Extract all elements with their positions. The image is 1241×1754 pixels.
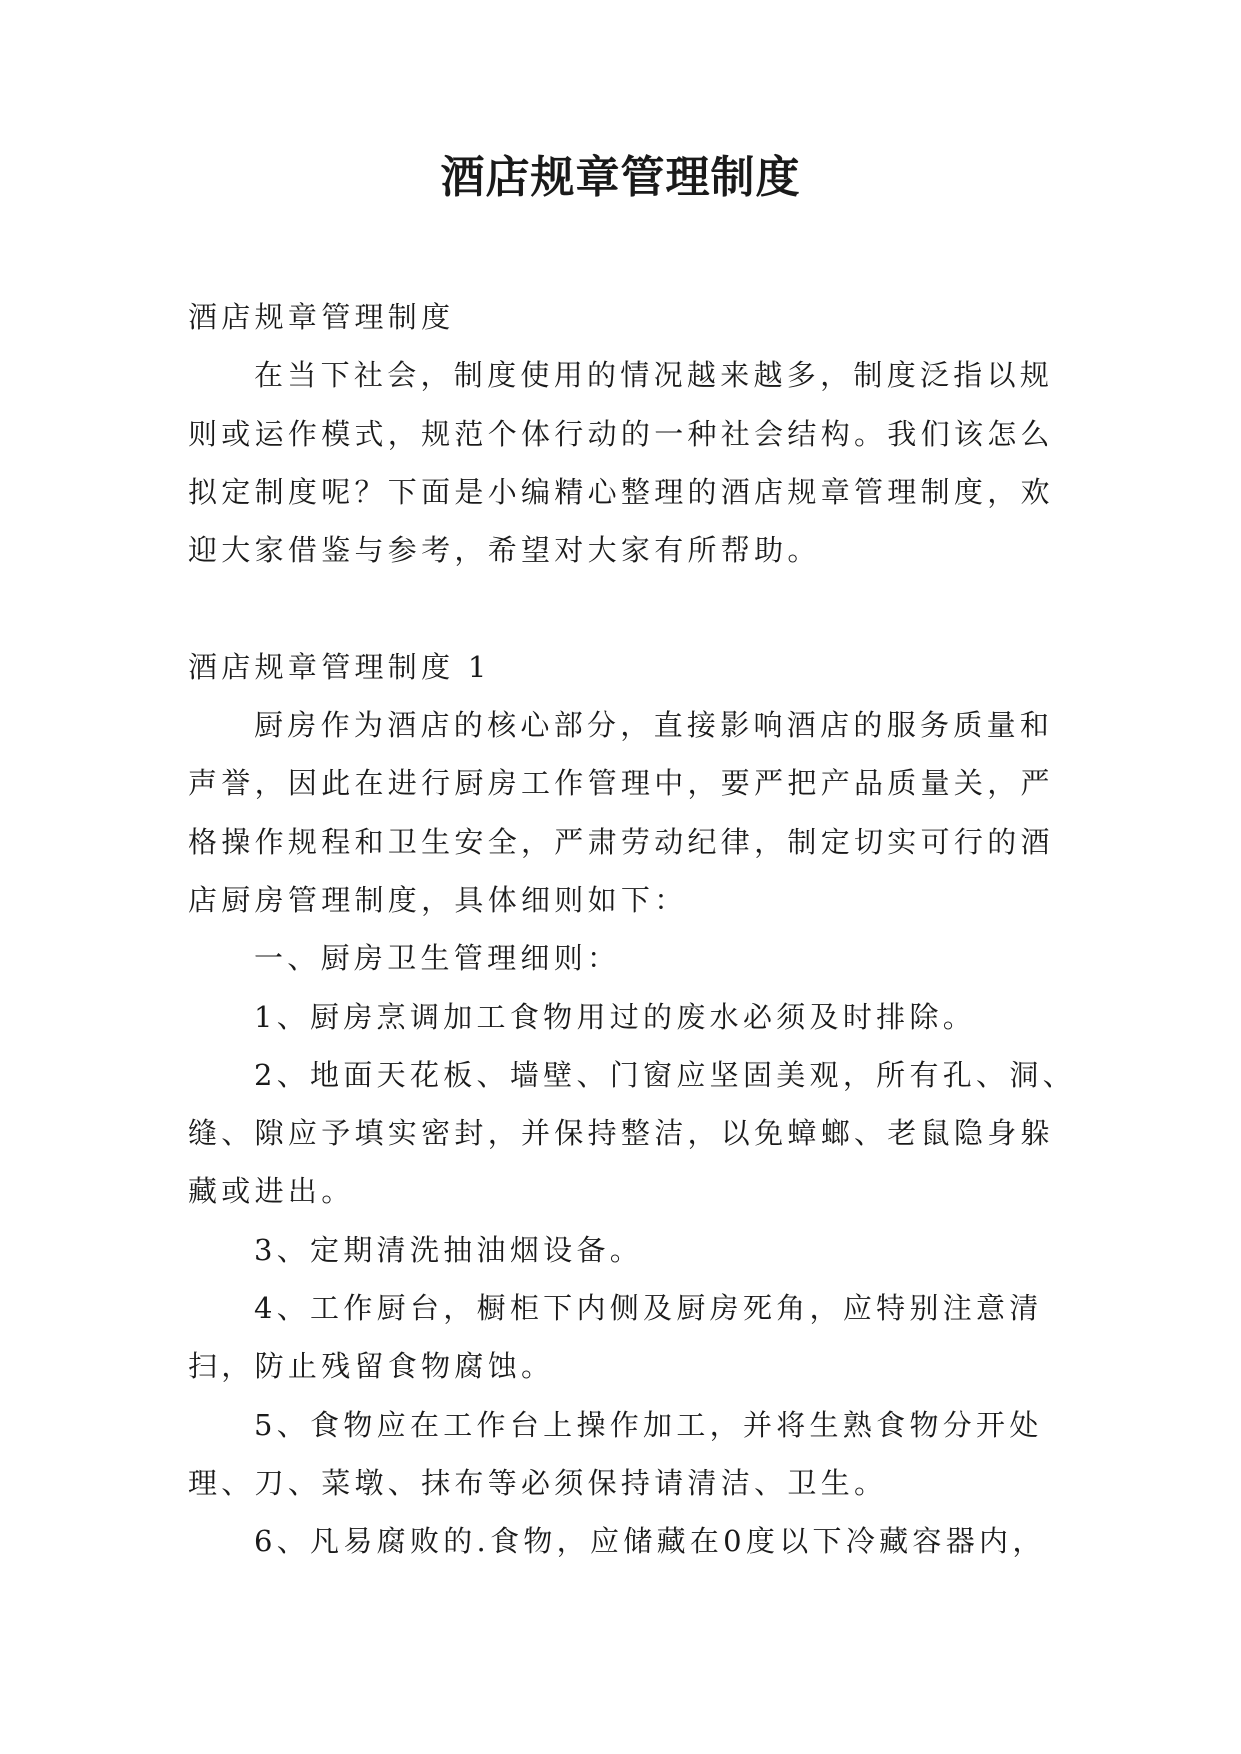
subheading-line: 一、厨房卫生管理细则：	[254, 941, 621, 976]
intro-heading	[188, 288, 1055, 346]
intro-paragraph	[188, 346, 1055, 579]
rule-line: 藏或进出。	[188, 1174, 355, 1209]
section-heading	[188, 638, 1055, 696]
rule-line: 2、地面天花板、墙壁、门窗应坚固美观，所有孔、洞、	[254, 1057, 1076, 1092]
paragraph-line: 格操作规程和卫生安全，严肃劳动纪律，制定切实可行的酒	[188, 824, 1054, 859]
section-paragraph	[188, 696, 1055, 929]
heading-line: 酒店规章管理制度 1	[188, 649, 491, 684]
rule-item-5	[188, 1396, 1055, 1513]
subsection-heading	[188, 929, 1055, 987]
paragraph-line: 则或运作模式，规范个体行动的一种社会结构。我们该怎么	[188, 416, 1054, 451]
rule-line: 缝、隙应予填实密封，并保持整洁，以免蟑螂、老鼠隐身躲	[188, 1116, 1054, 1151]
rule-line: 6、凡易腐败的.食物，应储藏在0度以下冷藏容器内，	[254, 1524, 1046, 1559]
rule-line: 5、食物应在工作台上操作加工，并将生熟食物分开处	[254, 1407, 1043, 1442]
rule-item-6	[188, 1512, 1055, 1570]
document-title: 酒店规章管理制度	[440, 152, 801, 203]
document-body	[188, 288, 1076, 1571]
paragraph-line: 店厨房管理制度，具体细则如下：	[188, 882, 688, 917]
rule-item-2	[188, 1046, 1076, 1221]
paragraph-line: 厨房作为酒店的核心部分，直接影响酒店的服务质量和	[254, 708, 1054, 743]
heading-line: 酒店规章管理制度	[188, 300, 455, 334]
rule-line: 1、厨房烹调加工食物用过的废水必须及时排除。	[254, 999, 977, 1034]
rule-line: 扫，防止残留食物腐蚀。	[188, 1349, 555, 1384]
rule-item-3	[188, 1221, 1055, 1279]
rule-item-1	[188, 988, 1055, 1046]
paragraph-line: 在当下社会，制度使用的情况越来越多，制度泛指以规	[254, 358, 1054, 393]
rule-line: 3、定期清洗抽油烟设备。	[254, 1232, 644, 1267]
rule-line: 理、刀、菜墩、抹布等必须保持请清洁、卫生。	[188, 1465, 888, 1500]
paragraph-line: 声誉，因此在进行厨房工作管理中，要严把产品质量关，严	[188, 766, 1054, 801]
rule-item-4	[188, 1279, 1055, 1396]
paragraph-line: 拟定制度呢？下面是小编精心整理的酒店规章管理制度，欢	[188, 474, 1054, 509]
rule-line: 4、工作厨台，橱柜下内侧及厨房死角，应特别注意清	[254, 1291, 1043, 1326]
paragraph-line: 迎大家借鉴与参考，希望对大家有所帮助。	[188, 533, 821, 568]
